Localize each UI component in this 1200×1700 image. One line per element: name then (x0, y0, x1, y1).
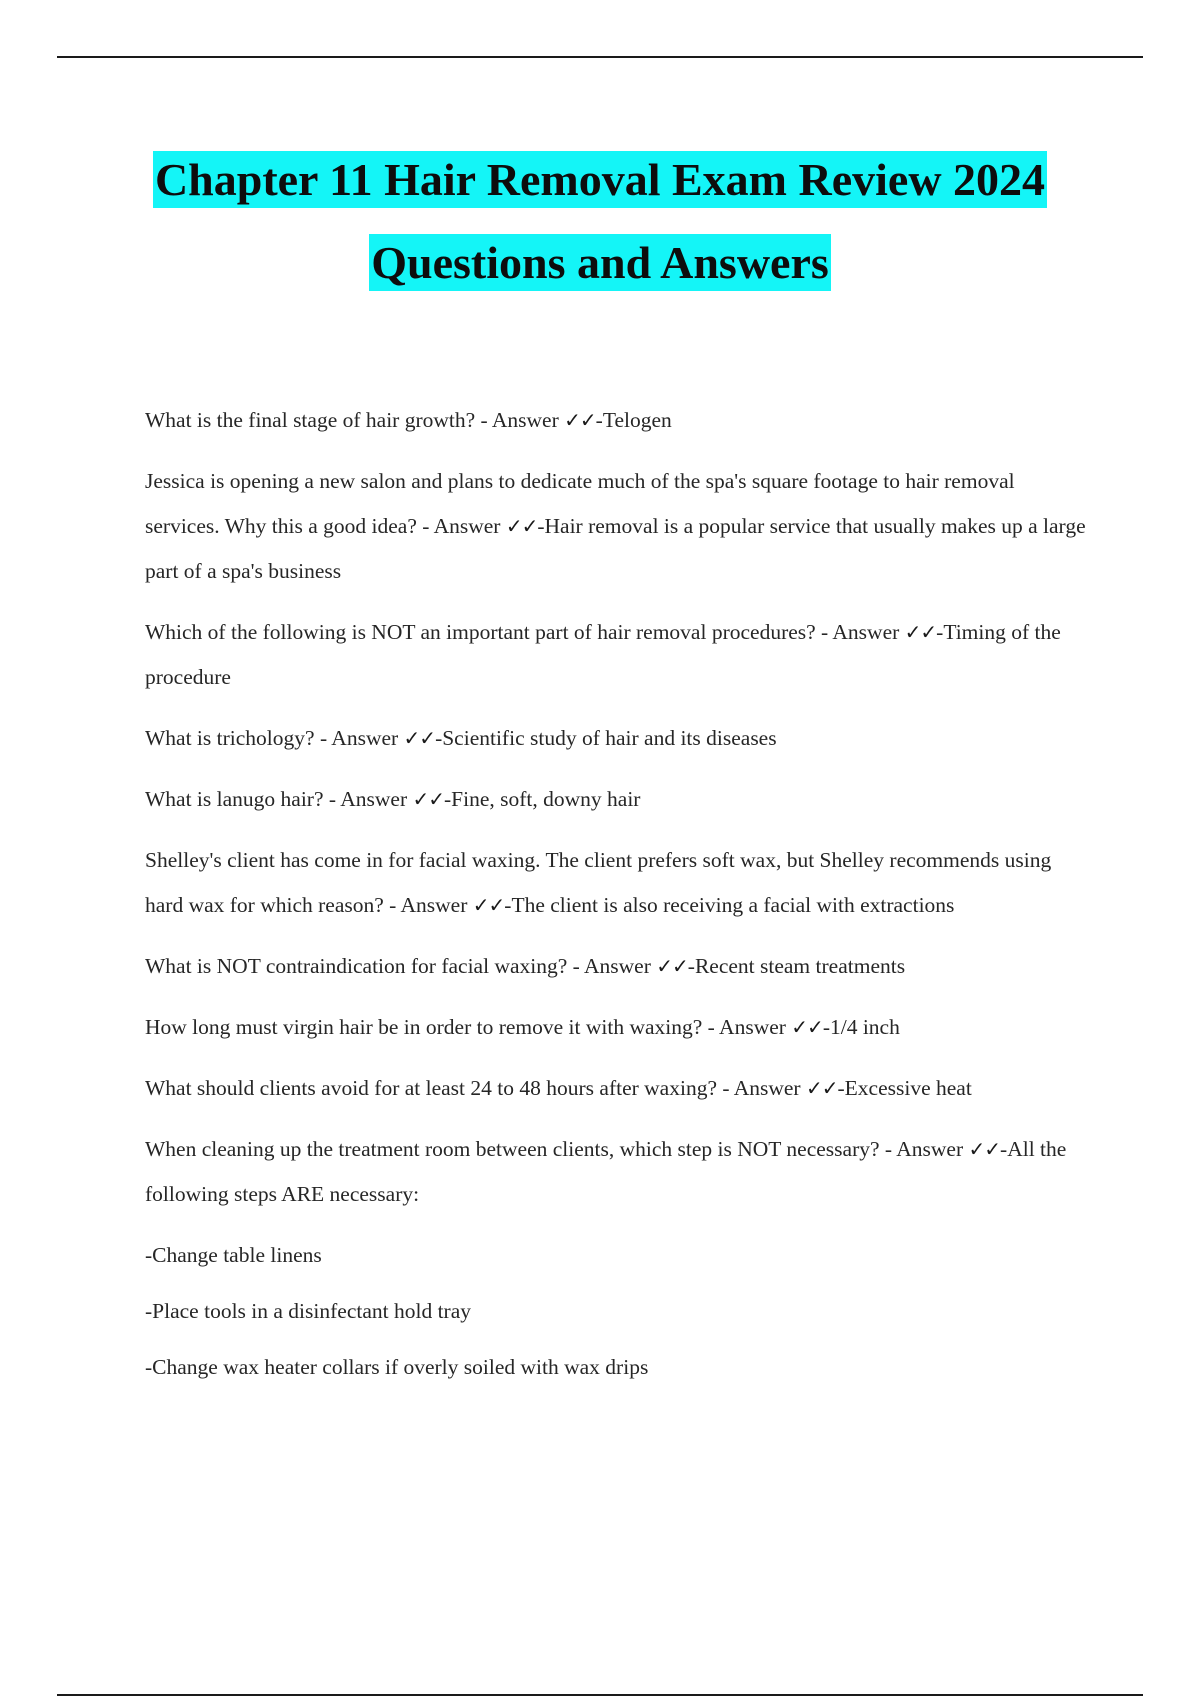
question-text: When cleaning up the treatment room between clients, which step is NOT necessary? - (145, 1137, 897, 1161)
question-text: What is the final stage of hair growth? - (145, 408, 492, 432)
question-text: Jessica is opening a new salon and plans to dedicate much of the spa's square footage to hair removal services. Why this a good idea? - (145, 469, 1015, 538)
check-icon: ✓✓ (472, 893, 505, 917)
qa-item (145, 610, 1090, 700)
question-text: Which of the following is NOT an important part of hair removal procedures? - (145, 620, 833, 644)
answer-label: Answer (719, 1015, 786, 1039)
title-line-2: Questions and Answers (369, 234, 831, 291)
check-icon: ✓✓ (505, 514, 538, 538)
qa-item (145, 838, 1090, 928)
check-icon: ✓✓ (805, 1076, 838, 1100)
qa-item (145, 398, 1090, 443)
qa-item (145, 716, 1090, 761)
bottom-rule (57, 1694, 1143, 1696)
answer-label: Answer (331, 726, 399, 750)
qa-item (145, 459, 1090, 594)
answer-text: -1/4 inch (822, 1015, 900, 1039)
answer-text: -The client is also receiving a facial with extractions (504, 893, 955, 917)
title-line-1: Chapter 11 Hair Removal Exam Review 2024 (153, 151, 1047, 208)
check-icon: ✓✓ (403, 726, 436, 750)
answer-label: Answer (400, 893, 468, 917)
check-icon: ✓✓ (791, 1015, 823, 1039)
answer-text: -Timing of the procedure (145, 620, 1061, 689)
question-text: What is lanugo hair? - (145, 787, 341, 811)
step-item: -Change wax heater collars if overly soiled with wax drips (145, 1355, 649, 1379)
qa-content (145, 398, 1090, 1401)
answer-label: Answer (733, 1076, 801, 1100)
qa-item (145, 1005, 1090, 1050)
answer-label: Answer (491, 408, 559, 432)
check-icon: ✓✓ (968, 1137, 1001, 1161)
step-item: -Place tools in a disinfectant hold tray (145, 1299, 471, 1323)
answer-text: -Fine, soft, downy hair (444, 787, 641, 811)
question-text: What is trichology? - (145, 726, 332, 750)
check-icon: ✓✓ (656, 954, 688, 978)
question-text: Shelley's client has come in for facial waxing. The client prefers soft wax, but Shelley recommends using hard wax for which reason? - (145, 848, 1052, 917)
qa-item (145, 944, 1090, 989)
answer-label: Answer (433, 514, 501, 538)
qa-item (145, 777, 1090, 822)
check-icon: ✓✓ (564, 408, 596, 432)
answer-text: -All the following steps ARE necessary: (145, 1137, 1067, 1206)
answer-text: -Recent steam treatments (687, 954, 906, 978)
top-rule (57, 56, 1143, 58)
answer-label: Answer (832, 620, 900, 644)
question-text: What is NOT contraindication for facial waxing? - (145, 954, 585, 978)
answer-text: -Hair removal is a popular service that usually makes up a large part of a spa's business (145, 514, 1086, 583)
answer-label: Answer (340, 787, 408, 811)
qa-item (145, 1127, 1090, 1217)
answer-text: -Telogen (595, 408, 672, 432)
check-icon: ✓✓ (412, 787, 444, 811)
document-title (60, 138, 1140, 304)
step-item: -Change table linens (145, 1243, 322, 1267)
question-text: What should clients avoid for at least 24 to 48 hours after waxing? - (145, 1076, 734, 1100)
question-text: How long must virgin hair be in order to remove it with waxing? - (145, 1015, 720, 1039)
answer-label: Answer (584, 954, 651, 978)
answer-text: -Excessive heat (837, 1076, 972, 1100)
answer-label: Answer (896, 1137, 964, 1161)
qa-item (145, 1066, 1090, 1111)
check-icon: ✓✓ (904, 620, 937, 644)
answer-text: -Scientific study of hair and its diseases (435, 726, 777, 750)
